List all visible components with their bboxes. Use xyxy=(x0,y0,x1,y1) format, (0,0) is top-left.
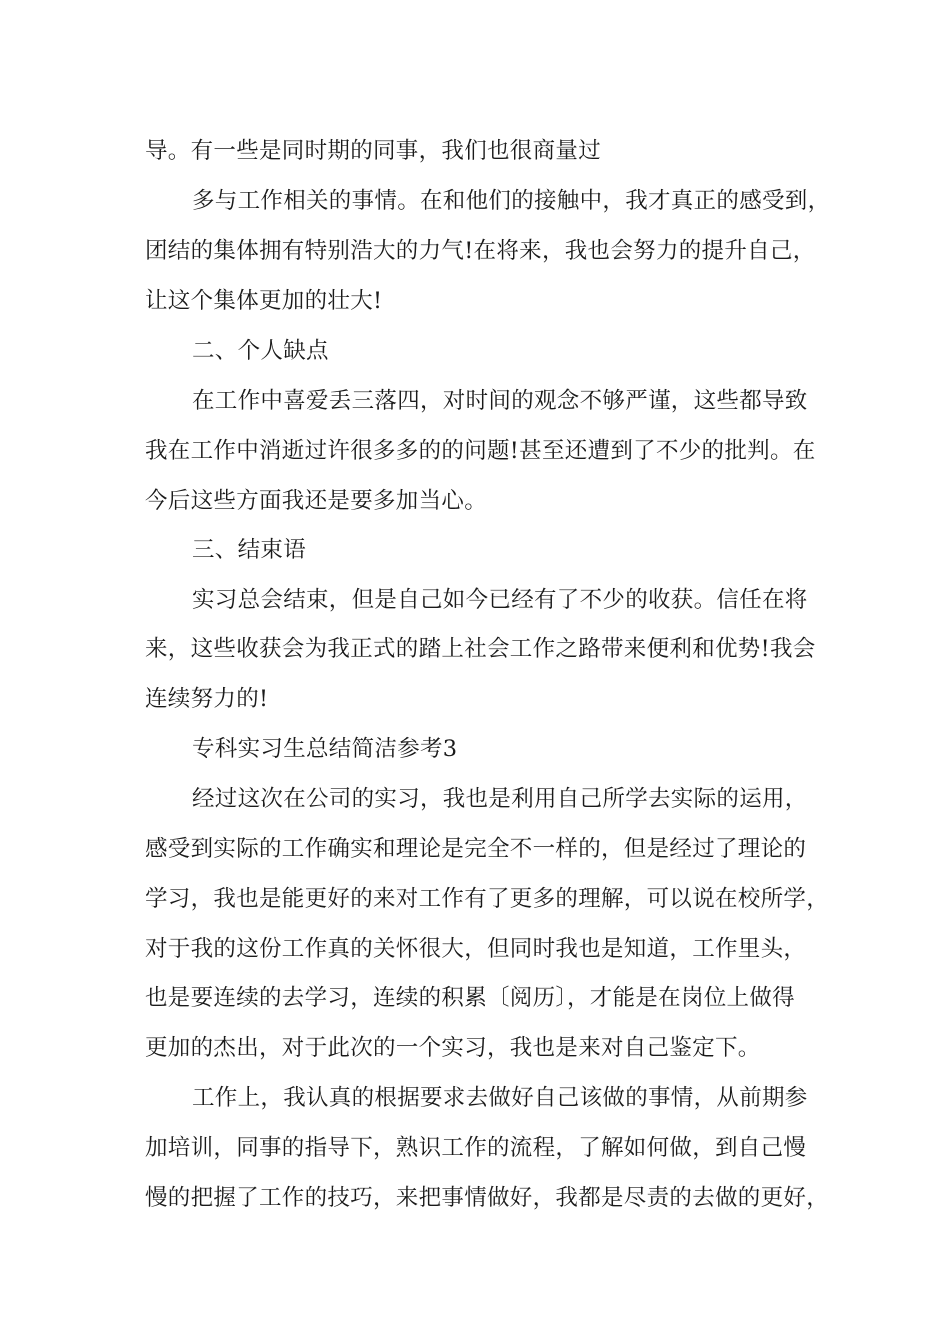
text-line: 让这个集体更加的壮大! xyxy=(145,288,383,314)
text-line: 在工作中喜爱丢三落四，对时间的观念不够严谨，这些都导致 xyxy=(192,388,808,414)
text-line: 经过这次在公司的实习，我也是利用自己所学去实际的运用， xyxy=(192,786,808,812)
text-line: 导。有一些是同时期的同事，我们也很商量过 xyxy=(145,138,602,164)
text-line: 连续努力的! xyxy=(145,686,269,712)
text-line: 今后这些方面我还是要多加当心。 xyxy=(145,488,488,514)
text-line: 对于我的这份工作真的关怀很大，但同时我也是知道，工作里头， xyxy=(145,936,807,962)
text-line: 我在工作中消逝过许很多多的的问题!甚至还遭到了不少的批判。在 xyxy=(145,438,816,464)
text-line: 学习，我也是能更好的来对工作有了更多的理解，可以说在校所学， xyxy=(145,886,830,912)
text-line: 慢的把握了工作的技巧，来把事情做好，我都是尽责的去做的更好， xyxy=(145,1185,830,1211)
text-line: 感受到实际的工作确实和理论是完全不一样的，但是经过了理论的 xyxy=(145,836,807,862)
section-heading: 二、个人缺点 xyxy=(192,338,329,364)
text-line: 来，这些收获会为我正式的踏上社会工作之路带来便利和优势!我会 xyxy=(145,636,816,662)
text-line: 实习总会结束，但是自己如今已经有了不少的收获。信任在将 xyxy=(192,587,808,613)
text-line: 也是要连续的去学习，连续的积累〔阅历〕，才能是在岗位上做得 xyxy=(145,985,795,1011)
text-line: 加培训，同事的指导下，熟识工作的流程，了解如何做，到自己慢 xyxy=(145,1135,807,1161)
text-line: 工作上，我认真的根据要求去做好自己该做的事情，从前期参 xyxy=(192,1085,808,1111)
text-line: 团结的集体拥有特别浩大的力气!在将来，我也会努力的提升自己， xyxy=(145,238,816,264)
article-title: 专科实习生总结简洁参考3 xyxy=(192,736,458,762)
section-heading: 三、结束语 xyxy=(192,537,307,563)
text-line: 更加的杰出，对于此次的一个实习，我也是来对自己鉴定下。 xyxy=(145,1035,761,1061)
text-line: 多与工作相关的事情。在和他们的接触中，我才真正的感受到， xyxy=(192,188,831,214)
